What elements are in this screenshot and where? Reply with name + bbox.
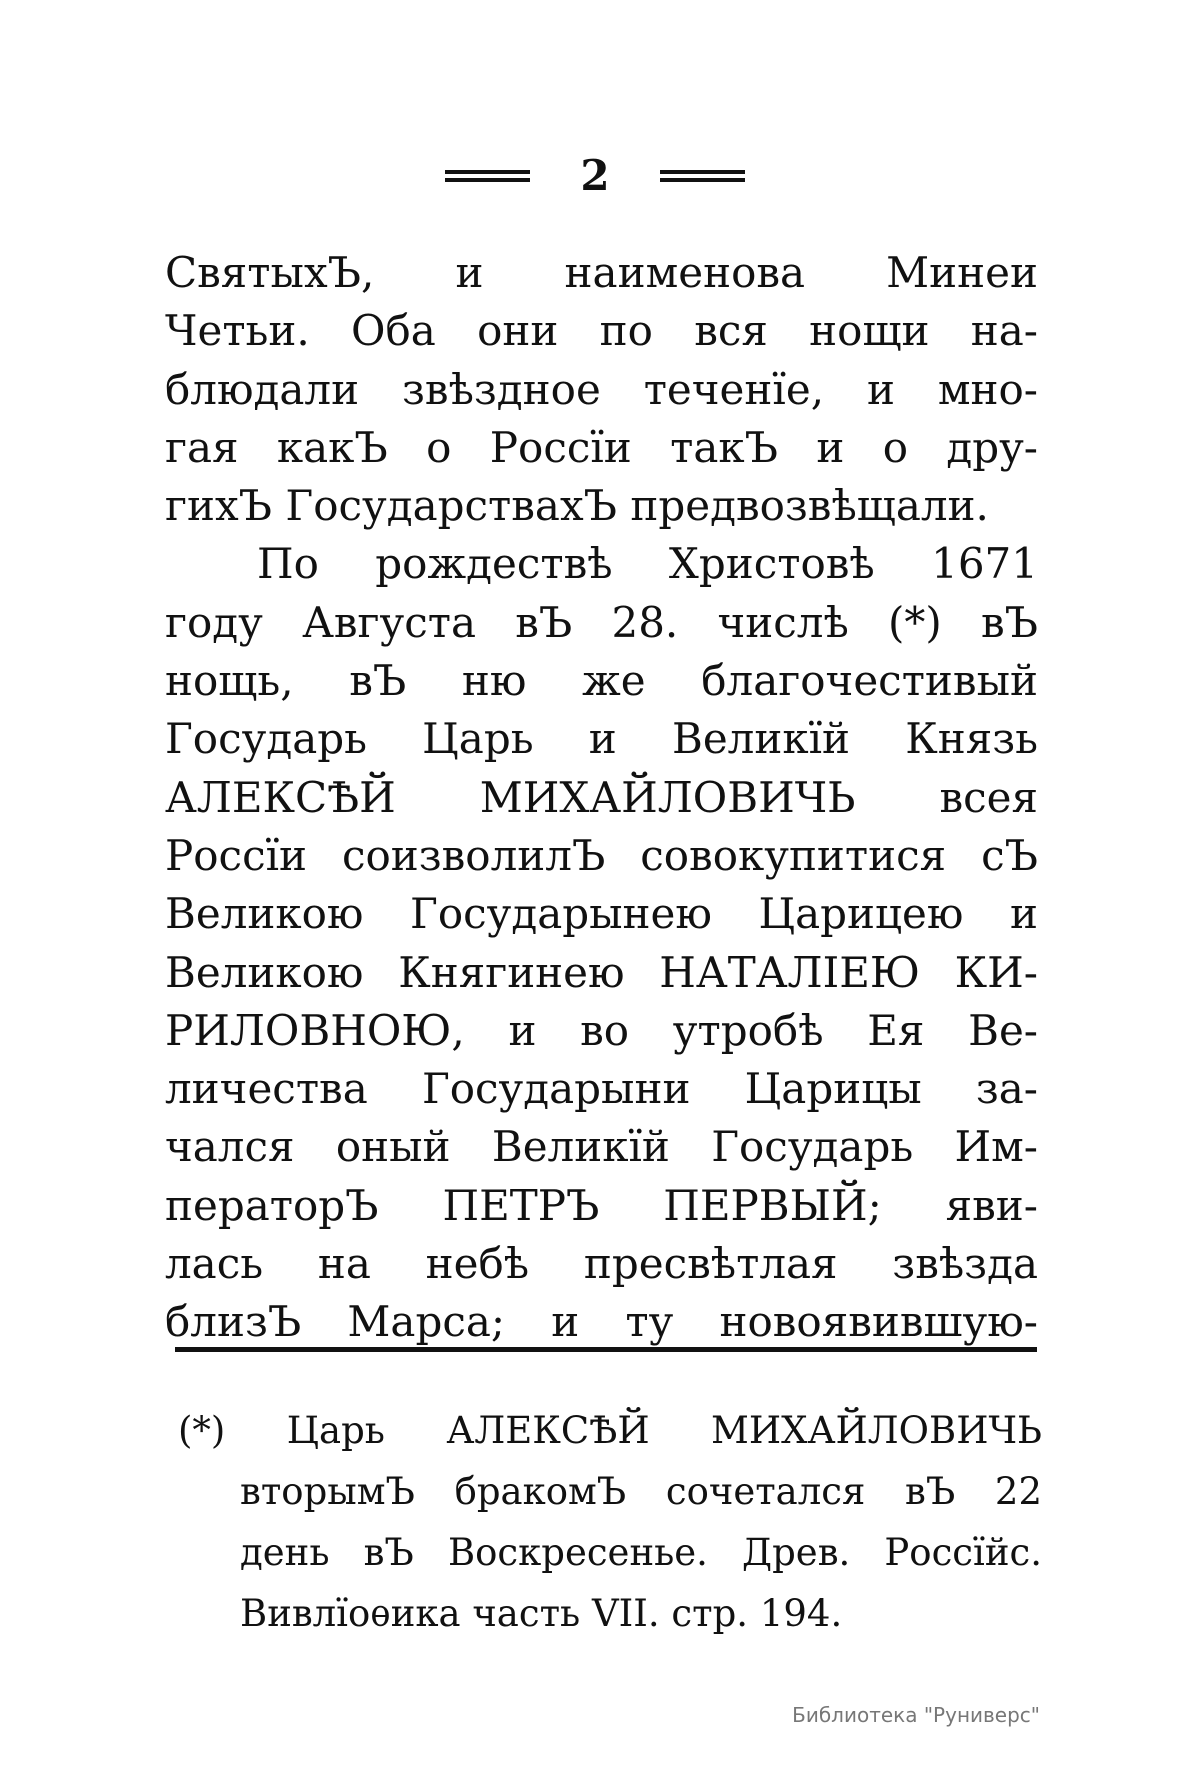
page-number: 2 [580, 151, 610, 200]
text-line: СвятыхЪ, и наименова Минеи [165, 248, 1038, 297]
text-line: личества Государыни Царицы за- [165, 1064, 1038, 1114]
footnote-line: Вивлїоѳика часть VII. стр. 194. [240, 1592, 843, 1635]
header-rule-left [445, 170, 530, 182]
text-line: чался оный Великїй Государь Им- [165, 1122, 1038, 1172]
text-line: Четьи. Оба они по вся нощи на- [165, 306, 1038, 356]
header-rule-right [660, 170, 745, 182]
text-line: ператорЪ ПЕТРЪ ПЕРВЫЙ; яви- [165, 1180, 1038, 1230]
footnote-line: (*) Царь АЛЕКСѢЙ МИХАЙЛОВИЧЬ [178, 1409, 1042, 1452]
text-line: РИЛОВНОЮ, и во утробѣ Ея Ве- [165, 1005, 1038, 1055]
text-line: Россїи соизволилЪ совокупитися сЪ [165, 830, 1038, 880]
text-line: близЪ Марса; и ту новоявившую- [165, 1297, 1038, 1347]
main-text-block [165, 244, 1038, 1352]
text-line: Великою Княгинею НАТАЛІЕЮ КИ- [165, 947, 1038, 997]
library-watermark: Библиотека "Руниверс" [792, 1703, 1040, 1727]
text-line: гихЪ ГосударствахЪ предвозвѣщали. [165, 481, 989, 531]
footnote-block [178, 1400, 1042, 1644]
text-line: По рождествѣ Христовѣ 1671 [257, 539, 1038, 589]
footnote-divider [175, 1347, 1037, 1352]
text-line: году Августа вЪ 28. числѣ (*) вЪ [165, 597, 1038, 647]
text-line: нощь, вЪ ню же благочестивый [165, 656, 1038, 706]
footnote-line: день вЪ Воскресенье. Древ. Россїйс. [240, 1531, 1042, 1574]
text-line: гая какЪ о Россїи такЪ и о дру- [165, 422, 1038, 472]
text-line: лась на небѣ пресвѣтлая звѣзда [165, 1239, 1038, 1289]
text-line: АЛЕКСѢЙ МИХАЙЛОВИЧЬ всея [165, 772, 1038, 822]
footnote-line: вторымЪ бракомЪ сочетался вЪ 22 [240, 1470, 1042, 1513]
text-line: Государь Царь и Великїй Князь [165, 714, 1038, 764]
text-line: Великою Государынею Царицею и [165, 889, 1038, 939]
page-header [0, 146, 1200, 206]
text-line: блюдали звѣздное теченїе, и мно- [165, 364, 1038, 414]
